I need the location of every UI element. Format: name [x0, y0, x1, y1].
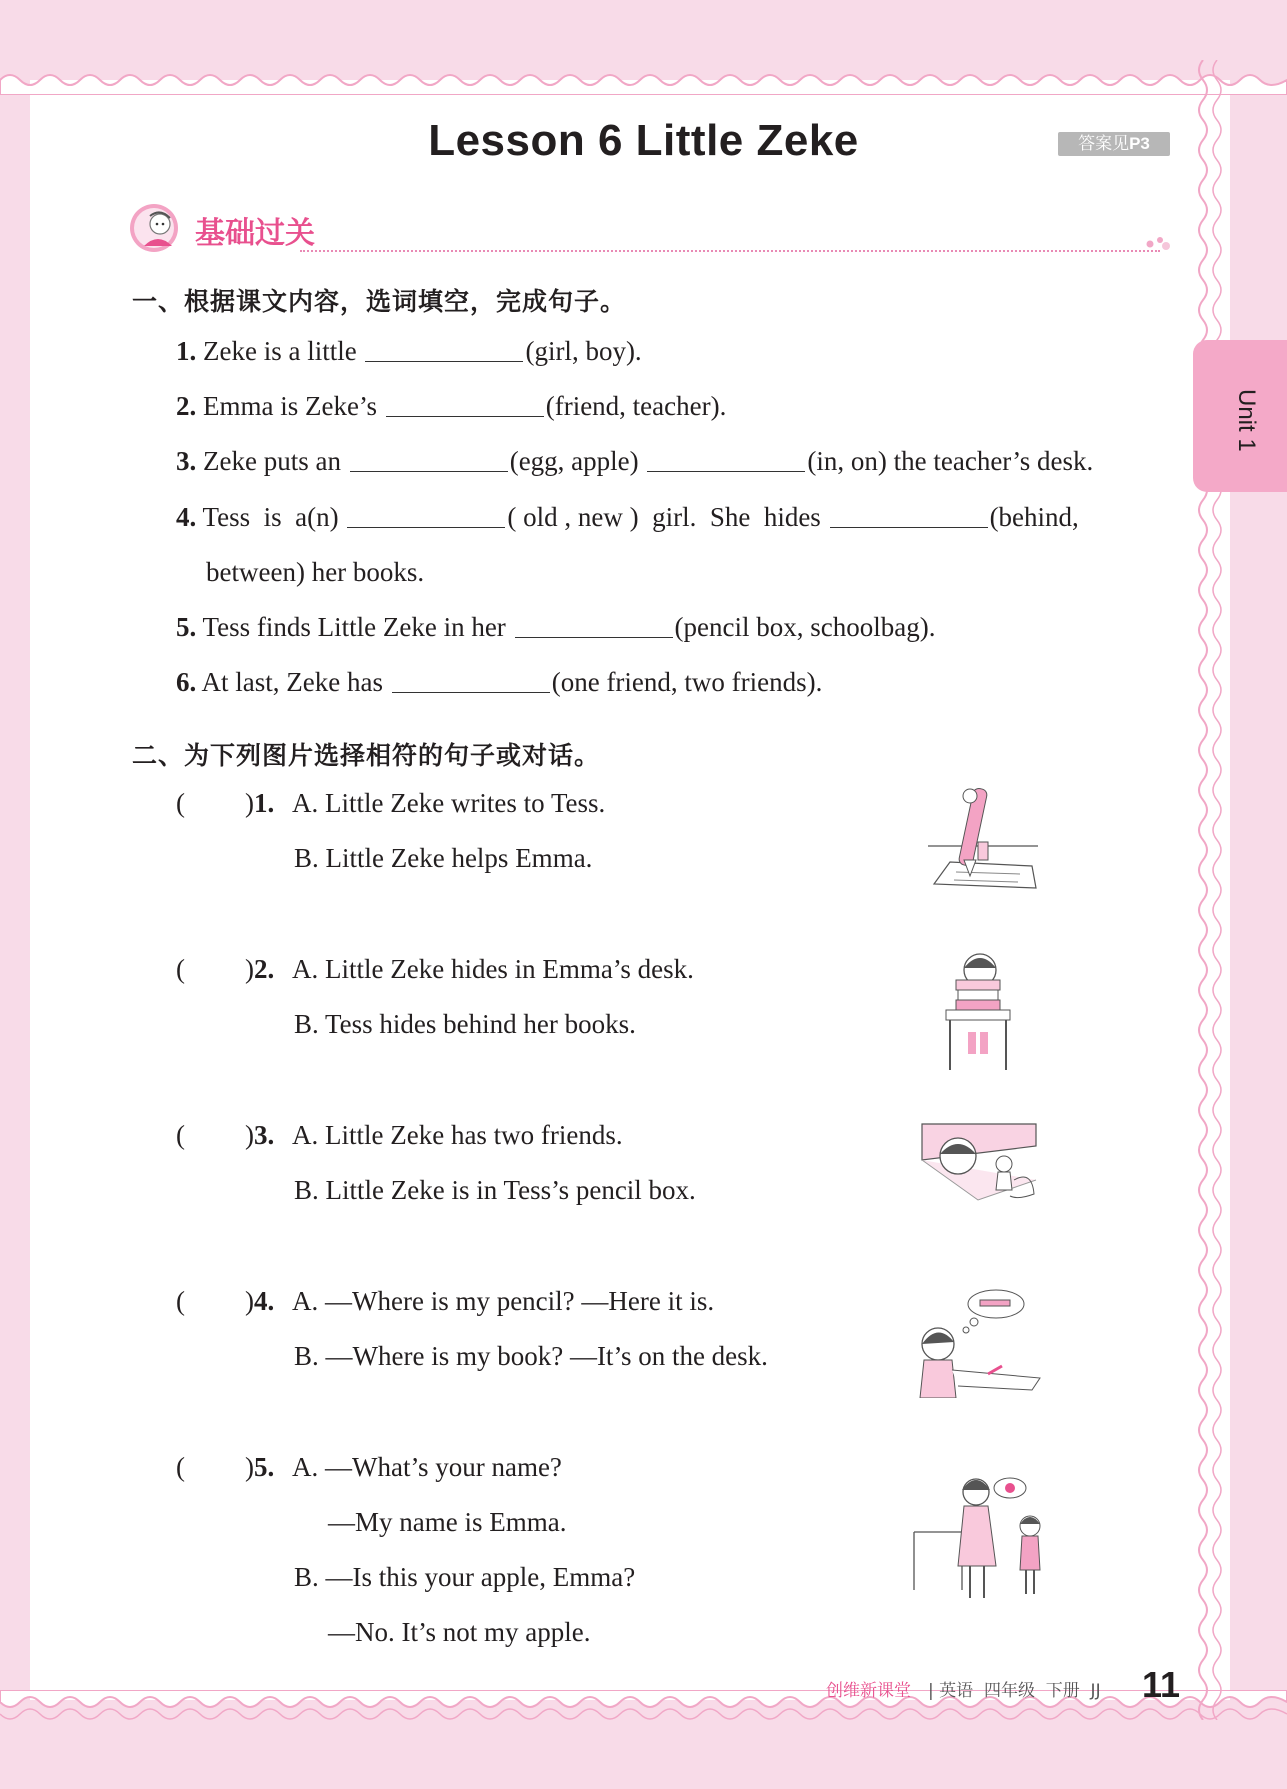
option-b: B. Little Zeke helps Emma. — [294, 843, 593, 873]
paren-open: ( — [176, 1286, 185, 1316]
item-number: 5. — [176, 612, 197, 642]
answer-blank[interactable] — [365, 339, 523, 362]
zeke-pencil-box-illustration — [918, 1120, 1042, 1204]
option-a: A. —What’s your name? — [292, 1452, 562, 1482]
answer-reference — [1058, 132, 1170, 156]
answer-paren-5[interactable] — [176, 1452, 274, 1483]
section-title: 基础过关 — [195, 216, 315, 251]
option-a: A. Little Zeke has two friends. — [292, 1120, 623, 1150]
answer-paren-4[interactable] — [176, 1286, 274, 1317]
zeke-writing-illustration — [920, 780, 1040, 892]
item-number: 4. — [254, 1286, 275, 1316]
option-b: B. Tess hides behind her books. — [294, 1009, 636, 1039]
answer-blank[interactable] — [347, 505, 505, 528]
item-options: (girl, boy). — [525, 336, 642, 366]
item-number: 6. — [176, 667, 197, 697]
answer-paren-1[interactable] — [176, 788, 274, 819]
item-text: Zeke is a little — [203, 336, 357, 366]
part1-item-2 — [176, 391, 726, 422]
girl-thinking-pencil-illustration — [912, 1286, 1042, 1398]
unit-side-tab-label: Unit 1 — [1233, 388, 1260, 452]
paren-close: ) — [245, 1286, 254, 1316]
answer-blank[interactable] — [386, 394, 544, 417]
item-options: (behind, — [989, 502, 1079, 532]
item-text: Tess finds Little Zeke in her — [202, 612, 506, 642]
answer-paren-2[interactable] — [176, 954, 274, 985]
part1-item-4 — [176, 502, 1079, 533]
paren-close: ) — [245, 1120, 254, 1150]
part1-item-6 — [176, 667, 822, 698]
footer-book-info: | 英语 四年级 下册 JJ — [928, 1681, 1101, 1701]
part1-item-4-continued: between) her books. — [206, 557, 425, 587]
page-title: Lesson 6 Little Zeke — [428, 116, 859, 165]
option-a: A. —Where is my pencil? —Here it is. — [292, 1286, 715, 1316]
item-number: 3. — [254, 1120, 275, 1150]
paren-close: ) — [245, 954, 254, 984]
answer-blank[interactable] — [830, 505, 988, 528]
footer-brand: 创维新课堂 — [826, 1681, 911, 1701]
answer-paren-3[interactable] — [176, 1120, 274, 1151]
section-divider — [300, 250, 1160, 252]
item-number: 1. — [254, 788, 275, 818]
item-options: ( old , new ) girl. She hides — [507, 502, 821, 532]
part1-item-5 — [176, 612, 935, 643]
item-number: 1. — [176, 336, 197, 366]
item-text: Tess is a(n) — [202, 502, 339, 532]
paren-open: ( — [176, 1452, 185, 1482]
answer-blank[interactable] — [392, 670, 550, 693]
top-wave-border — [0, 55, 1287, 95]
option-b: B. —Where is my book? —It’s on the desk. — [294, 1341, 768, 1371]
item-options: (pencil box, schoolbag). — [674, 612, 936, 642]
section-dots-decoration — [1144, 234, 1174, 254]
item-text: At last, Zeke has — [201, 667, 383, 697]
answer-blank[interactable] — [350, 449, 508, 472]
item-number: 2. — [254, 954, 275, 984]
item-number: 2. — [176, 391, 197, 421]
item-options: (egg, apple) — [509, 446, 639, 476]
option-a: A. Little Zeke writes to Tess. — [292, 788, 606, 818]
part1-heading: 一、根据课文内容，选词填空，完成句子。 — [132, 287, 627, 316]
option-b-line-2: —No. It’s not my apple. — [328, 1617, 591, 1647]
answer-reference-prefix: 答案见 — [1078, 134, 1130, 154]
answer-blank[interactable] — [515, 615, 673, 638]
item-text: Zeke puts an — [203, 446, 341, 476]
item-number: 5. — [254, 1452, 275, 1482]
right-wave-border — [1195, 60, 1245, 1720]
option-a-line-2: —My name is Emma. — [328, 1507, 567, 1537]
paren-open: ( — [176, 788, 185, 818]
answer-blank[interactable] — [647, 449, 805, 472]
option-b: B. —Is this your apple, Emma? — [294, 1562, 636, 1592]
paren-close: ) — [245, 1452, 254, 1482]
item-options: (one friend, two friends). — [551, 667, 823, 697]
option-a: A. Little Zeke hides in Emma’s desk. — [292, 954, 694, 984]
part1-item-1 — [176, 336, 642, 367]
student-avatar-icon — [128, 202, 184, 254]
part1-item-3 — [176, 446, 1093, 477]
teacher-and-girl-illustration — [912, 1470, 1052, 1602]
page-number: 11 — [1142, 1664, 1181, 1705]
paren-open: ( — [176, 954, 185, 984]
item-options: (in, on) the teacher’s desk. — [807, 446, 1094, 476]
girl-behind-books-illustration — [940, 948, 1020, 1072]
item-text: Emma is Zeke’s — [203, 391, 377, 421]
paren-open: ( — [176, 1120, 185, 1150]
option-b: B. Little Zeke is in Tess’s pencil box. — [294, 1175, 696, 1205]
item-number: 4. — [176, 502, 197, 532]
answer-reference-page: P3 — [1129, 134, 1150, 153]
item-options: (friend, teacher). — [545, 391, 727, 421]
part2-heading: 二、为下列图片选择相符的句子或对话。 — [132, 741, 601, 770]
item-number: 3. — [176, 446, 197, 476]
paren-close: ) — [245, 788, 254, 818]
